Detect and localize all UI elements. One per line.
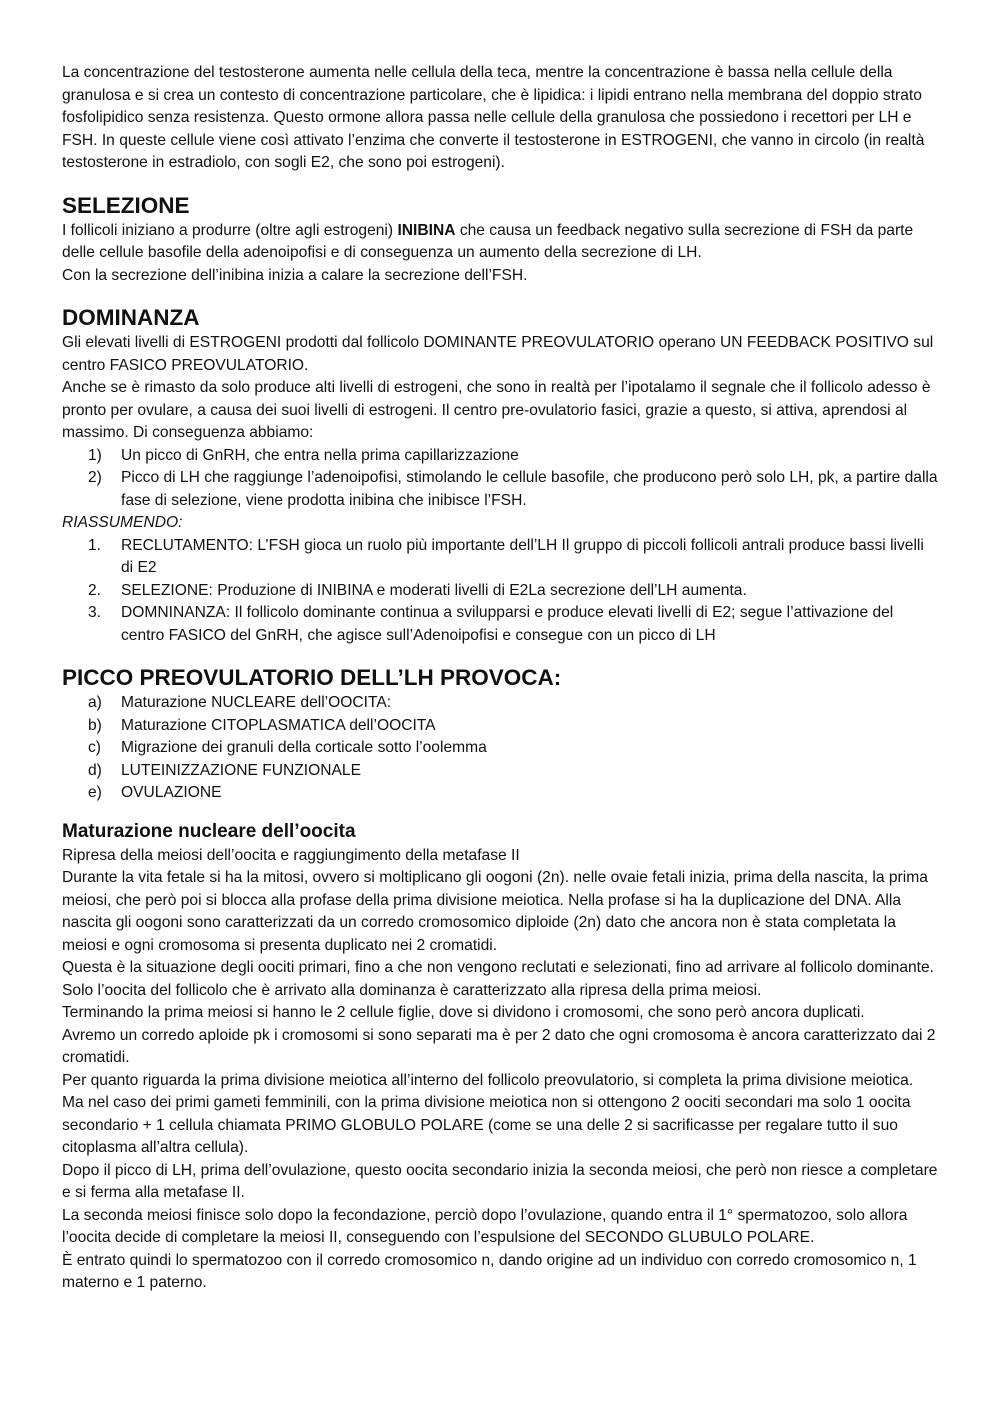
maturazione-paragraph: Avremo un corredo aploide pk i cromosomi si sono separati ma è per 2 dato che ogni cromosoma è ancora caratterizzato dai 2 cromatidi.	[62, 1026, 936, 1066]
maturazione-paragraph: Ripresa della meiosi dell’oocita e raggiungimento della metafase II	[62, 846, 520, 864]
heading-picco: PICCO PREOVULATORIO DELL’LH PROVOCA:	[62, 665, 562, 690]
inibina-term: INIBINA	[397, 221, 456, 239]
riassumendo-text: RIASSUMENDO:	[62, 514, 183, 531]
list-marker: e)	[88, 784, 102, 801]
list-item-text: Maturazione CITOPLASMATICA dell’OOCITA	[121, 716, 436, 734]
selezione-paragraph-2: Con la secrezione dell’inibina inizia a calare la secrezione dell’FSH.	[62, 266, 528, 284]
list-marker: 1)	[88, 446, 102, 464]
list-item-text: Un picco di GnRH, che entra nella prima capillarizzazione	[121, 446, 519, 464]
maturazione-paragraph: La seconda meiosi finisce solo dopo la fecondazione, perciò dopo l’ovulazione, quando entra il 1° spermatozoo, solo allora l’oocita decide di completare la meiosi II, conseguendo con l’espulsione del SECONDO GLUBULO POLARE.	[62, 1206, 908, 1246]
intro-paragraph: La concentrazione del testosterone aumenta nelle cellula della teca, mentre la concentrazione è bassa nella cellule della granulosa e si crea un contesto di concentrazione particolare, che è lipidica: i lipidi entrano nella membrana del doppio strato fosfolipidico senza resistenza. Questo ormone allora passa nelle cellule della granulosa che possiedono i recettori per LH e FSH. In queste cellule viene così attivato l’enzima che converte il testosterone in ESTROGENI, che vanno in circolo (in realtà testosterone in estradiolo, con sogli E2, che sono poi estrogeni).	[62, 64, 925, 171]
list-marker: 2)	[88, 469, 102, 486]
heading-dominanza: DOMINANZA	[62, 305, 200, 330]
list-item	[62, 580, 938, 603]
list-marker: 2.	[88, 581, 102, 599]
selezione-text-a: I follicoli iniziano a produrre (oltre agli estrogeni)	[62, 221, 398, 239]
riassumendo-label	[62, 512, 938, 535]
list-item-text: LUTEINIZZAZIONE FUNZIONALE	[121, 761, 361, 779]
list-item	[62, 737, 938, 760]
heading-selezione: SELEZIONE	[62, 192, 190, 218]
maturazione-paragraph: Dopo il picco di LH, prima dell’ovulazione, questo oocita secondario inizia la seconda meiosi, che però non riesce a completare e si ferma alla metafase II.	[62, 1161, 938, 1201]
list-item-text: OVULAZIONE	[121, 784, 222, 801]
list-item	[62, 782, 938, 805]
list-item	[62, 602, 938, 647]
selezione-text-b: che causa un feedback negativo sulla secrezione di FSH da parte delle cellule basofile della adenoipofisi e di conseguenza un aumento della secrezione di LH.	[62, 221, 914, 261]
list-item-text: Migrazione dei granuli della corticale sotto l’oolemma	[121, 739, 487, 756]
maturazione-paragraph: Terminando la prima meiosi si hanno le 2 cellule figlie, dove si dividono i cromosomi, che sono però ancora duplicati.	[62, 1004, 865, 1021]
list-marker: 1.	[88, 536, 102, 554]
list-marker: b)	[88, 716, 102, 734]
list-marker: c)	[88, 739, 101, 756]
list-item-text: SELEZIONE: Produzione di INIBINA e moderati livelli di E2La secrezione dell’LH aumenta.	[121, 581, 747, 599]
selezione-paragraph-1	[62, 220, 938, 265]
dominanza-list	[62, 445, 938, 513]
list-item	[62, 692, 938, 715]
list-item	[62, 760, 938, 783]
list-item-text: DOMNINANZA: Il follicolo dominante continua a svilupparsi e produce elevati livelli di E2; segue l’attivazione del centro FASICO del GnRH, che agisce sull’Adenoipofisi e consegue con un picco di LH	[121, 604, 894, 644]
dominanza-paragraph-1: Gli elevati livelli di ESTROGENI prodotti dal follicolo DOMINANTE PREOVULATORIO operano UN FEEDBACK POSITIVO sul centro FASICO PREOVULATORIO.	[62, 334, 934, 374]
dominanza-paragraph-2: Anche se è rimasto da solo produce alti livelli di estrogeni, che sono in realtà per l’ipotalamo il segnale che il follicolo adesso è pronto per ovulare, a causa dei suoi livelli di estrogeni. Il centro pre-ovulatorio fasici, grazie a questo, si attiva, aprendosi al massimo. Di conseguenza abbiamo:	[62, 379, 931, 441]
list-item-text: Picco di LH che raggiunge l’adenoipofisi, stimolando le cellule basofile, che producono però solo LH, pk, a partire dalla fase di selezione, viene prodotta inibina che inibisce l’FSH.	[121, 469, 938, 509]
list-marker: d)	[88, 761, 102, 779]
list-item-text: RECLUTAMENTO: L’FSH gioca un ruolo più importante dell’LH Il gruppo di piccoli follicoli antrali produce bassi livelli di E2	[121, 536, 924, 576]
list-item	[62, 715, 938, 738]
list-item	[62, 535, 938, 580]
list-item-text: Maturazione NUCLEARE dell’OOCITA:	[121, 694, 392, 711]
maturazione-paragraph: È entrato quindi lo spermatozoo con il corredo cromosomico n, dando origine ad un individuo con corredo cromosomico n, 1 materno e 1 paterno.	[62, 1251, 917, 1291]
heading-maturazione: Maturazione nucleare dell’oocita	[62, 820, 356, 842]
list-marker: a)	[88, 694, 102, 711]
list-item	[62, 445, 938, 468]
list-marker: 3.	[88, 604, 102, 621]
list-item	[62, 467, 938, 512]
maturazione-paragraph: Questa è la situazione degli oociti primari, fino a che non vengono reclutati e selezionati, fino ad arrivare al follicolo dominante. Solo l’oocita del follicolo che è arrivato alla dominanza è caratterizzato alla ripresa della prima meiosi.	[62, 959, 935, 999]
picco-list	[62, 692, 938, 805]
maturazione-paragraph: Per quanto riguarda la prima divisione meiotica all’interno del follicolo preovulatorio, si completa la prima divisione meiotica. Ma nel caso dei primi gameti femminili, con la prima divisione meiotica non si ottengono 2 oociti secondari ma solo 1 oocita secondario + 1 cellula chiamata PRIMO GLOBULO POLARE (come se una delle 2 si sacrificasse per regalare tutto il suo citoplasma all’altra cellula).	[62, 1071, 914, 1156]
summary-list	[62, 535, 938, 648]
maturazione-paragraph: Durante la vita fetale si ha la mitosi, ovvero si moltiplicano gli oogoni (2n). nelle ovaie fetali inizia, prima della nascita, la prima meiosi, che però poi si blocca alla profase della prima divisione meiotica. Nella profase si ha la duplicazione del DNA. Alla nascita gli oogoni sono caratterizzati da un corredo cromosomico diploide (2n) dato che ancora non è stata completata la meiosi e ogni cromosoma si presenta duplicato nei 2 cromatidi.	[62, 869, 928, 954]
